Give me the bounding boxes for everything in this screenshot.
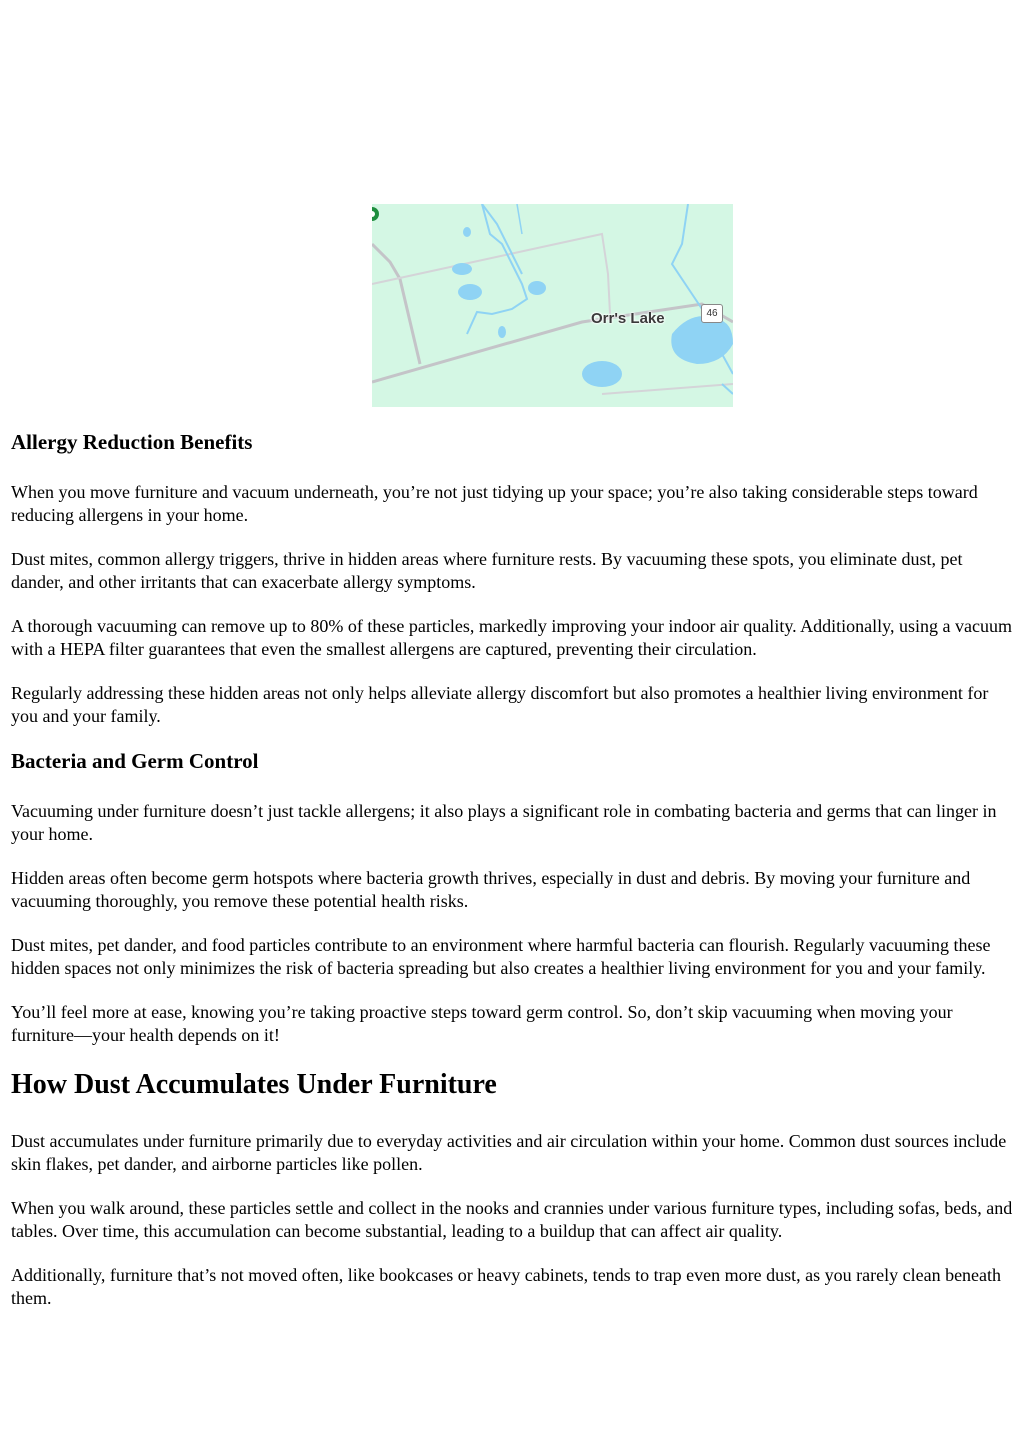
section-dust-accumulation [11,1068,1016,1310]
section-allergy [11,430,1016,728]
map-place-label: Orr's Lake [591,310,665,327]
paragraph: Dust mites, pet dander, and food particles contribute to an environment where harmful bacteria can flourish. Regularly vacuuming these hidden spaces not only minimizes the risk of bacteria spreading but also creates a healthier living environment for you and your family. [11,935,991,979]
paragraph: Additionally, furniture that’s not moved often, like bookcases or heavy cabinets, tends to trap even more dust, as you rarely clean beneath them. [11,1264,1002,1308]
article-content [11,430,1016,1331]
paragraph: Dust mites, common allergy triggers, thrive in hidden areas where furniture rests. By vacuuming these spots, you eliminate dust, pet dander, and other irritants that can exacerbate allergy symptoms. [11,549,963,593]
map-image[interactable] [372,204,733,407]
paragraph: Vacuuming under furniture doesn’t just tackle allergens; it also plays a significant role in combating bacteria and germs that can linger in your home. [11,801,997,845]
paragraph: When you walk around, these particles settle and collect in the nooks and crannies under various furniture types, including sofas, beds, and tables. Over time, this accumulation can become substantial, leading to a buildup that can affect air quality. [11,1197,1013,1241]
paragraph: Hidden areas often become germ hotspots where bacteria growth thrives, especially in dust and debris. By moving your furniture and vacuuming thoroughly, you remove these potential health risks. [11,868,971,912]
paragraph: Dust accumulates under furniture primarily due to everyday activities and air circulation within your home. Common dust sources include skin flakes, pet dander, and airborne particles like pollen. [11,1130,1007,1174]
paragraph: Regularly addressing these hidden areas not only helps alleviate allergy discomfort but also promotes a healthier living environment for you and your family. [11,683,989,727]
section-heading: Allergy Reduction Benefits [11,430,253,454]
section-bacteria [11,749,1016,1047]
route-shield-icon: 46 [701,304,723,323]
paragraph: A thorough vacuuming can remove up to 80% of these particles, markedly improving your indoor air quality. Additionally, using a vacuum with a HEPA filter guarantees that even the smallest allergens are captured, preventing their circulation. [11,616,1012,660]
paragraph: When you move furniture and vacuum underneath, you’re not just tidying up your space; you’re also taking considerable steps toward reducing allergens in your home. [11,482,978,526]
paragraph: You’ll feel more at ease, knowing you’re taking proactive steps toward germ control. So, don’t skip vacuuming when moving your furniture—your health depends on it! [11,1002,953,1046]
map-graphic [372,204,733,407]
section-heading: Bacteria and Germ Control [11,749,259,774]
main-heading: How Dust Accumulates Under Furniture [11,1069,497,1101]
